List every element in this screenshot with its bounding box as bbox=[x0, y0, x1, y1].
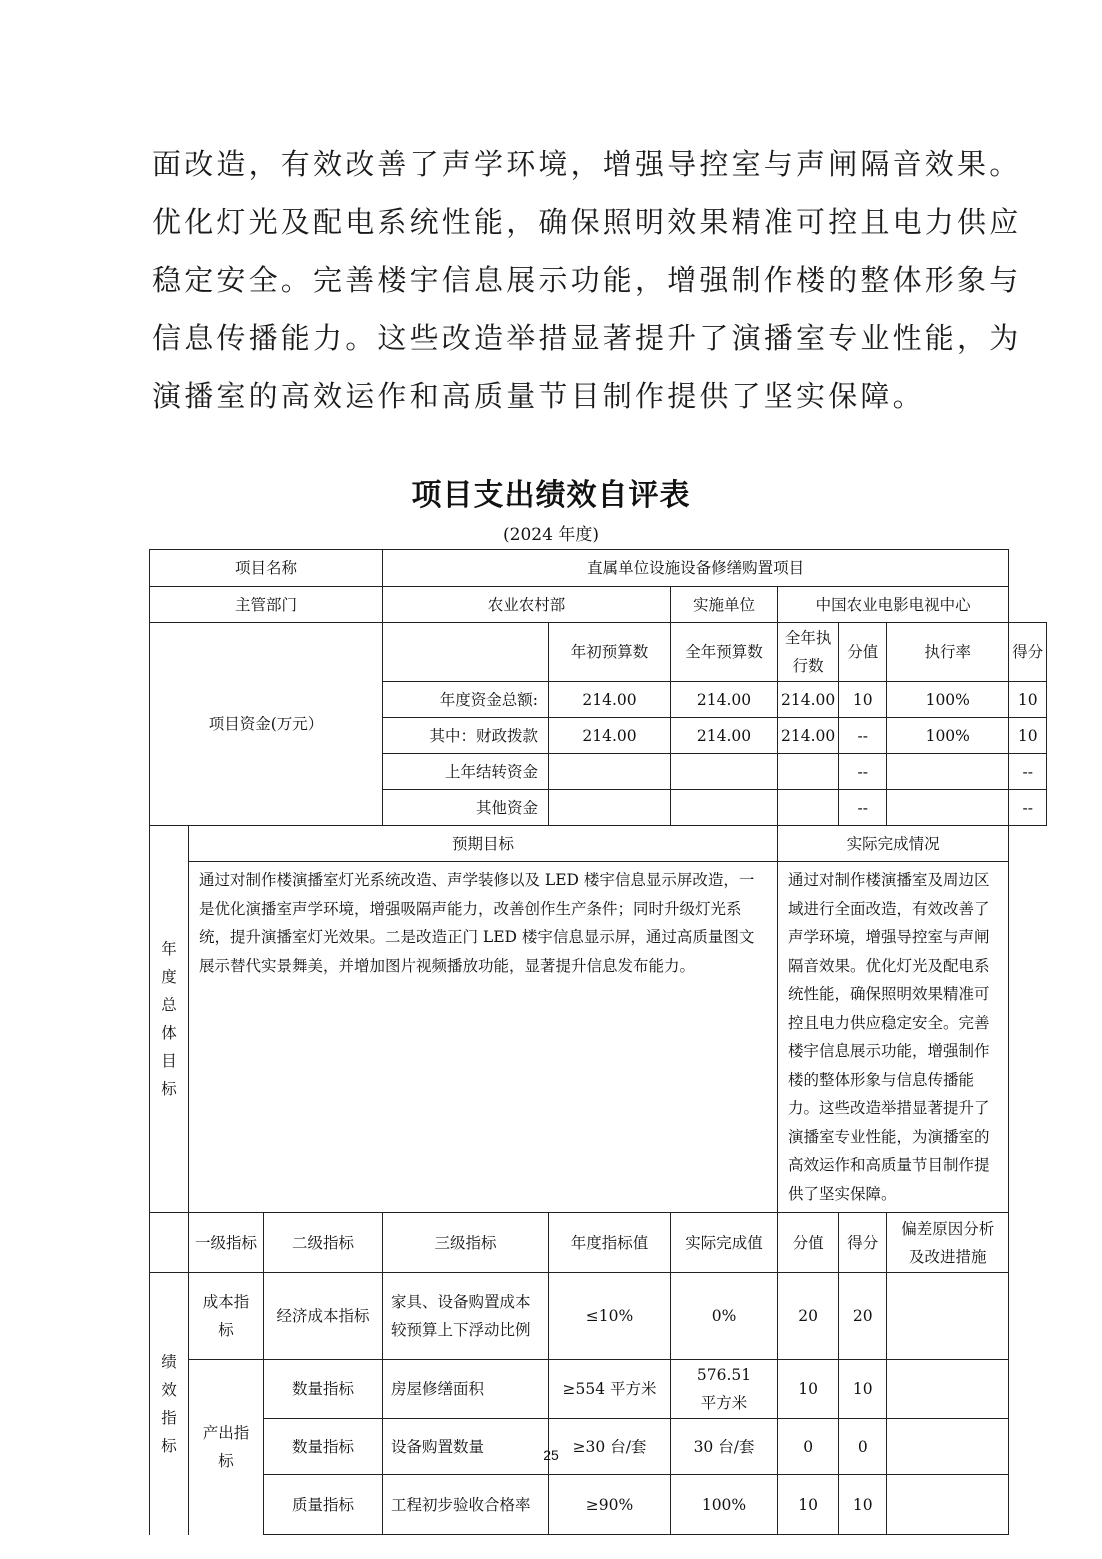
project-name-value: 直属单位设施设备修缮购置项目 bbox=[383, 550, 1009, 587]
output-score: 0 bbox=[778, 1419, 839, 1475]
indicator-header: 三级指标 bbox=[383, 1213, 549, 1273]
indicator-header: 一级指标 bbox=[189, 1213, 264, 1273]
output-lvl3: 设备购置数量 bbox=[383, 1419, 549, 1475]
table-title: 项目支出绩效自评表 bbox=[411, 478, 691, 513]
table-row bbox=[150, 623, 1047, 682]
cost-lvl1: 成本指标 bbox=[189, 1273, 264, 1360]
table-row bbox=[150, 1475, 1047, 1535]
intro-paragraph bbox=[152, 140, 1022, 430]
funds-cell bbox=[671, 754, 778, 790]
output-actual: 30 台/套 bbox=[671, 1419, 778, 1475]
output-lvl2: 数量指标 bbox=[264, 1419, 383, 1475]
cost-target: ≤10% bbox=[549, 1273, 671, 1360]
funds-cell: 214.00 bbox=[671, 718, 778, 754]
output-target: ≥90% bbox=[549, 1475, 671, 1535]
expected-goal-header: 预期目标 bbox=[189, 826, 778, 862]
output-actual: 576.51 平方米 bbox=[671, 1360, 778, 1419]
funds-cell: 214.00 bbox=[778, 718, 839, 754]
funds-header: 分值 bbox=[839, 623, 887, 682]
indicator-header-blank bbox=[150, 1213, 189, 1273]
paragraph-line: 面改造，有效改善了声学环境，增强导控室与声闸隔音效果。 bbox=[152, 147, 1022, 181]
table-year: (2024 年度) bbox=[503, 525, 599, 545]
actual-result-header: 实际完成情况 bbox=[778, 826, 1009, 862]
funds-cell bbox=[549, 754, 671, 790]
output-note bbox=[887, 1475, 1009, 1535]
expected-goal-text: 通过对制作楼演播室灯光系统改造、声学装修以及 LED 楼宇信息显示屏改造，一是优化演播室声学环境，增强吸隔声能力，改善创作生产条件；同时升级灯光系统，提升演播室灯光效果。二是改造正门 LED 楼宇信息显示屏，通过高质量图文展示替代实景舞美，并增加图片视频播放功能，显著提升信息发布能力。 bbox=[189, 862, 778, 1213]
funds-row-label: 其中：财政拨款 bbox=[383, 718, 549, 754]
funds-cell: 100% bbox=[887, 718, 1009, 754]
funds-row-label: 其他资金 bbox=[383, 790, 549, 826]
output-got: 10 bbox=[839, 1360, 887, 1419]
output-got: 0 bbox=[839, 1419, 887, 1475]
funds-row-label: 上年结转资金 bbox=[383, 754, 549, 790]
cost-note bbox=[887, 1273, 1009, 1360]
funds-cell: -- bbox=[839, 790, 887, 826]
output-target: ≥30 台/套 bbox=[549, 1419, 671, 1475]
funds-cell: 10 bbox=[1009, 682, 1047, 718]
funds-header: 全年预算数 bbox=[671, 623, 778, 682]
cost-score: 20 bbox=[778, 1273, 839, 1360]
funds-cell bbox=[887, 754, 1009, 790]
annual-goal-label bbox=[150, 826, 189, 1213]
indicator-header: 得分 bbox=[839, 1213, 887, 1273]
output-actual: 100% bbox=[671, 1475, 778, 1535]
funds-cell: 10 bbox=[1009, 718, 1047, 754]
perf-indicator-label bbox=[150, 1273, 189, 1535]
table-row bbox=[150, 550, 1047, 587]
output-lvl2: 数量指标 bbox=[264, 1360, 383, 1419]
dept-label: 主管部门 bbox=[150, 587, 383, 623]
funds-header: 年初预算数 bbox=[549, 623, 671, 682]
cost-got: 20 bbox=[839, 1273, 887, 1360]
indicator-header: 二级指标 bbox=[264, 1213, 383, 1273]
funds-cell: 10 bbox=[839, 682, 887, 718]
performance-table bbox=[149, 549, 1047, 1535]
funds-cell: -- bbox=[1009, 790, 1047, 826]
table-row bbox=[150, 1273, 1047, 1360]
output-got: 10 bbox=[839, 1475, 887, 1535]
funds-row-label: 年度资金总额: bbox=[383, 682, 549, 718]
output-target: ≥554 平方米 bbox=[549, 1360, 671, 1419]
funds-header: 执行率 bbox=[887, 623, 1009, 682]
project-name-label: 项目名称 bbox=[150, 550, 383, 587]
paragraph-line: 稳定安全。完善楼宇信息展示功能，增强制作楼的整体形象与 bbox=[152, 263, 1022, 297]
table-row bbox=[150, 1360, 1047, 1419]
funds-cell bbox=[887, 790, 1009, 826]
funds-cell: 214.00 bbox=[778, 682, 839, 718]
funds-cell: 100% bbox=[887, 682, 1009, 718]
output-note bbox=[887, 1360, 1009, 1419]
paragraph-line: 演播室的高效运作和高质量节目制作提供了坚实保障。 bbox=[152, 379, 925, 413]
dept-value: 农业农村部 bbox=[383, 587, 671, 623]
indicator-header: 实际完成值 bbox=[671, 1213, 778, 1273]
impl-value: 中国农业电影电视中心 bbox=[778, 587, 1009, 623]
funds-cell bbox=[671, 790, 778, 826]
funds-cell: 214.00 bbox=[549, 682, 671, 718]
cost-actual: 0% bbox=[671, 1273, 778, 1360]
cost-lvl3: 家具、设备购置成本较预算上下浮动比例 bbox=[383, 1273, 549, 1360]
paragraph-line: 优化灯光及配电系统性能，确保照明效果精准可控且电力供应 bbox=[152, 205, 1022, 239]
table-row bbox=[150, 826, 1047, 862]
paragraph-line: 信息传播能力。这些改造举措显著提升了演播室专业性能，为 bbox=[152, 321, 1022, 355]
output-score: 10 bbox=[778, 1360, 839, 1419]
table-row bbox=[150, 1213, 1047, 1273]
vertical-text: 年度总体目标 bbox=[161, 940, 177, 1098]
funds-label: 项目资金(万元） bbox=[150, 623, 383, 826]
funds-cell bbox=[549, 790, 671, 826]
vertical-text: 绩效指标 bbox=[161, 1352, 177, 1455]
funds-cell: -- bbox=[839, 718, 887, 754]
funds-cell: 214.00 bbox=[671, 682, 778, 718]
output-lvl1: 产出指标 bbox=[189, 1360, 264, 1535]
table-row bbox=[150, 862, 1047, 1213]
funds-header: 全年执行数 bbox=[778, 623, 839, 682]
funds-cell: 214.00 bbox=[549, 718, 671, 754]
table-row bbox=[150, 587, 1047, 623]
funds-header-blank bbox=[383, 623, 549, 682]
funds-cell bbox=[778, 754, 839, 790]
funds-header: 得分 bbox=[1009, 623, 1047, 682]
indicator-header: 分值 bbox=[778, 1213, 839, 1273]
page-number: 25 bbox=[543, 1447, 559, 1463]
actual-result-text: 通过对制作楼演播室及周边区域进行全面改造，有效改善了声学环境，增强导控室与声闸隔音效果。优化灯光及配电系统性能，确保照明效果精准可控且电力供应稳定安全。完善楼宇信息展示功能，增强制作楼的整体形象与信息传播能力。这些改造举措显著提升了演播室专业性能，为演播室的高效运作和高质量节目制作提供了坚实保障。 bbox=[778, 862, 1009, 1213]
output-score: 10 bbox=[778, 1475, 839, 1535]
output-lvl3: 工程初步验收合格率 bbox=[383, 1475, 549, 1535]
funds-cell: -- bbox=[839, 754, 887, 790]
output-lvl3: 房屋修缮面积 bbox=[383, 1360, 549, 1419]
indicator-header: 偏差原因分析及改进措施 bbox=[887, 1213, 1009, 1273]
output-lvl2: 质量指标 bbox=[264, 1475, 383, 1535]
cost-lvl2: 经济成本指标 bbox=[264, 1273, 383, 1360]
impl-label: 实施单位 bbox=[671, 587, 778, 623]
indicator-header: 年度指标值 bbox=[549, 1213, 671, 1273]
funds-cell: -- bbox=[1009, 754, 1047, 790]
funds-cell bbox=[778, 790, 839, 826]
